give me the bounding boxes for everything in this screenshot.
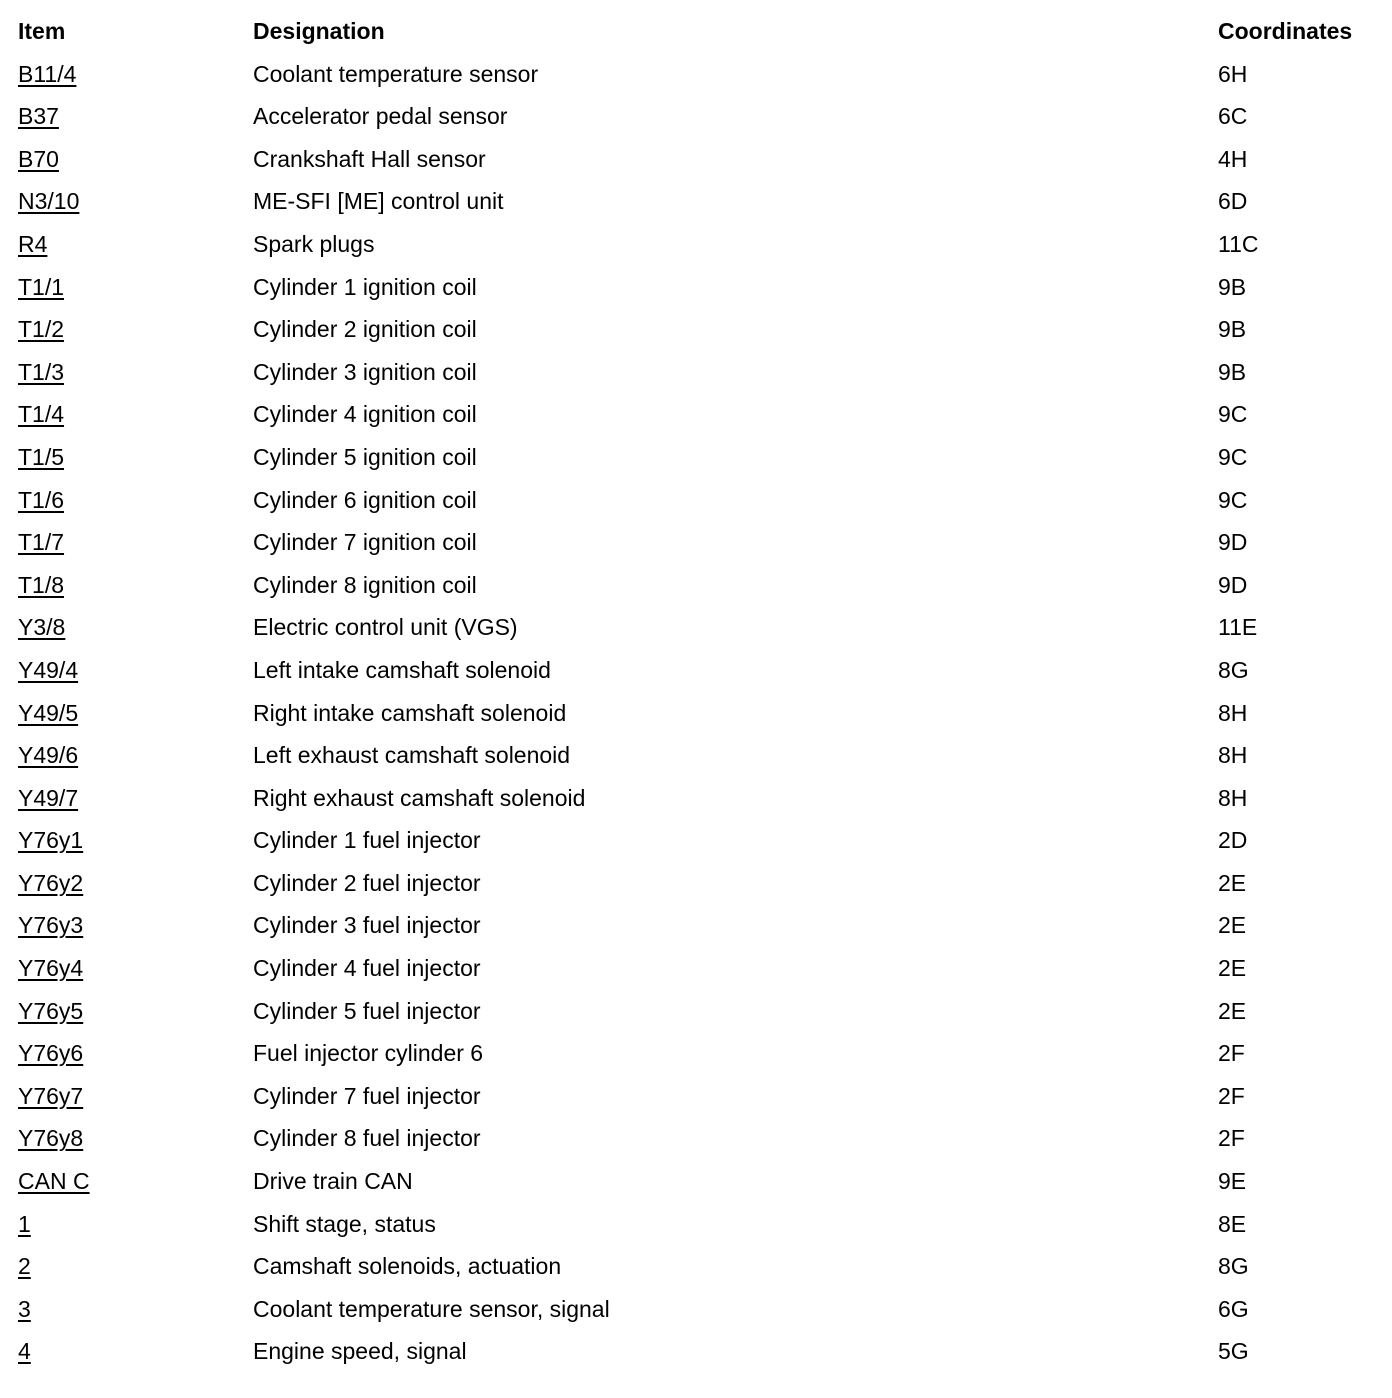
designation-text: Electric control unit (VGS): [253, 614, 518, 641]
coordinates-text: 2E: [1218, 997, 1247, 1024]
designation-text: Cylinder 5 ignition coil: [253, 443, 477, 470]
item-link[interactable]: Y76y8: [18, 1125, 84, 1152]
coordinates-text: 8H: [1218, 699, 1248, 726]
table-row: [18, 1245, 1378, 1288]
table-row: [18, 734, 1378, 777]
coordinates-text: 8H: [1218, 742, 1248, 769]
item-link[interactable]: T1/7: [18, 529, 65, 556]
table-row: [18, 308, 1378, 351]
designation-text: Cylinder 7 ignition coil: [253, 529, 477, 556]
designation-text: Cylinder 1 fuel injector: [253, 827, 481, 854]
designation-text: Coolant temperature sensor, signal: [253, 1295, 610, 1322]
item-link[interactable]: Y76y1: [18, 827, 84, 854]
designation-text: Right intake camshaft solenoid: [253, 699, 567, 726]
item-link[interactable]: T1/2: [18, 316, 65, 343]
table-row: [18, 1117, 1378, 1160]
table-header: [18, 10, 1378, 53]
coordinates-text: 9D: [1218, 571, 1248, 598]
table-row: [18, 266, 1378, 309]
item-link[interactable]: Y76y4: [18, 955, 84, 982]
item-link[interactable]: 4: [18, 1338, 31, 1365]
designation-text: Cylinder 4 fuel injector: [253, 955, 481, 982]
item-link[interactable]: Y76y3: [18, 912, 84, 939]
designation-text: Spark plugs: [253, 230, 375, 257]
coordinates-text: 8E: [1218, 1210, 1247, 1237]
table-row: [18, 990, 1378, 1033]
designation-text: Cylinder 2 fuel injector: [253, 869, 481, 896]
table-row: [18, 862, 1378, 905]
table-row: [18, 223, 1378, 266]
table-row: [18, 180, 1378, 223]
coordinates-text: 2E: [1218, 955, 1247, 982]
item-link[interactable]: Y3/8: [18, 614, 66, 641]
coordinates-text: 11C: [1218, 230, 1259, 257]
coordinates-text: 2E: [1218, 869, 1247, 896]
designation-text: Camshaft solenoids, actuation: [253, 1253, 562, 1280]
coordinates-text: 6G: [1218, 1295, 1249, 1322]
item-link[interactable]: T1/5: [18, 443, 65, 470]
item-link[interactable]: 3: [18, 1295, 31, 1322]
item-link[interactable]: Y49/6: [18, 742, 79, 769]
coordinates-text: 2F: [1218, 1082, 1245, 1109]
coordinates-text: 2F: [1218, 1125, 1245, 1152]
table-row: [18, 1160, 1378, 1203]
designation-text: Cylinder 7 fuel injector: [253, 1082, 481, 1109]
coordinates-text: 9B: [1218, 273, 1247, 300]
item-link[interactable]: T1/3: [18, 358, 65, 385]
item-link[interactable]: Y49/5: [18, 699, 79, 726]
coordinates-text: 8G: [1218, 656, 1249, 683]
designation-text: Cylinder 2 ignition coil: [253, 316, 477, 343]
coordinates-text: 9B: [1218, 358, 1247, 385]
table-row: [18, 393, 1378, 436]
header-designation: Designation: [253, 18, 385, 44]
table-row: [18, 564, 1378, 607]
coordinates-text: 8G: [1218, 1253, 1249, 1280]
coordinates-text: 2D: [1218, 827, 1248, 854]
designation-text: Cylinder 4 ignition coil: [253, 401, 477, 428]
designation-text: Cylinder 1 ignition coil: [253, 273, 477, 300]
coordinates-text: 9D: [1218, 529, 1248, 556]
coordinates-text: 9C: [1218, 401, 1248, 428]
item-link[interactable]: R4: [18, 230, 48, 257]
item-link[interactable]: 2: [18, 1253, 31, 1280]
coordinates-text: 6C: [1218, 103, 1248, 130]
table-row: [18, 1330, 1378, 1373]
item-link[interactable]: Y76y6: [18, 1040, 84, 1067]
table-row: [18, 1032, 1378, 1075]
legend-table: [18, 10, 1378, 1373]
table-body: [18, 53, 1378, 1373]
table-row: [18, 649, 1378, 692]
designation-text: Left exhaust camshaft solenoid: [253, 742, 571, 769]
coordinates-text: 9E: [1218, 1168, 1247, 1195]
item-link[interactable]: T1/6: [18, 486, 65, 513]
coordinates-text: 4H: [1218, 145, 1248, 172]
coordinates-text: 6D: [1218, 188, 1248, 215]
table-row: [18, 692, 1378, 735]
designation-text: Cylinder 6 ignition coil: [253, 486, 477, 513]
header-item: Item: [18, 18, 66, 44]
designation-text: Shift stage, status: [253, 1210, 436, 1237]
designation-text: Drive train CAN: [253, 1168, 413, 1195]
designation-text: Coolant temperature sensor: [253, 60, 539, 87]
designation-text: Cylinder 5 fuel injector: [253, 997, 481, 1024]
coordinates-text: 5G: [1218, 1338, 1249, 1365]
coordinates-text: 2F: [1218, 1040, 1245, 1067]
table-row: [18, 1288, 1378, 1331]
item-link[interactable]: Y76y2: [18, 869, 84, 896]
designation-text: Engine speed, signal: [253, 1338, 467, 1365]
designation-text: Fuel injector cylinder 6: [253, 1040, 484, 1067]
designation-text: Cylinder 3 ignition coil: [253, 358, 477, 385]
item-link[interactable]: N3/10: [18, 188, 80, 215]
item-link[interactable]: Y49/4: [18, 656, 79, 683]
coordinates-text: 2E: [1218, 912, 1247, 939]
designation-text: Right exhaust camshaft solenoid: [253, 784, 586, 811]
item-link[interactable]: B37: [18, 103, 59, 130]
item-link[interactable]: T1/4: [18, 401, 65, 428]
item-link[interactable]: Y49/7: [18, 784, 79, 811]
item-link[interactable]: CAN C: [18, 1168, 90, 1195]
table-row: [18, 606, 1378, 649]
item-link[interactable]: 1: [18, 1210, 31, 1237]
table-row: [18, 95, 1378, 138]
header-coordinates: Coordinates: [1218, 18, 1353, 44]
table-row: [18, 1203, 1378, 1246]
table-row: [18, 53, 1378, 96]
table-row: [18, 521, 1378, 564]
table-row: [18, 904, 1378, 947]
table-row: [18, 819, 1378, 862]
item-link[interactable]: B11/4: [18, 60, 77, 87]
table-row: [18, 138, 1378, 181]
coordinates-text: 9C: [1218, 443, 1248, 470]
designation-text: Left intake camshaft solenoid: [253, 656, 551, 683]
table-row: [18, 947, 1378, 990]
designation-text: Cylinder 8 fuel injector: [253, 1125, 481, 1152]
designation-text: Cylinder 3 fuel injector: [253, 912, 481, 939]
coordinates-text: 11E: [1218, 614, 1258, 641]
item-link[interactable]: Y76y7: [18, 1082, 84, 1109]
item-link[interactable]: T1/1: [18, 273, 65, 300]
table-row: [18, 1075, 1378, 1118]
coordinates-text: 6H: [1218, 60, 1248, 87]
designation-text: ME-SFI [ME] control unit: [253, 188, 504, 215]
table-row: [18, 479, 1378, 522]
item-link[interactable]: B70: [18, 145, 59, 172]
item-link[interactable]: Y76y5: [18, 997, 84, 1024]
designation-text: Cylinder 8 ignition coil: [253, 571, 477, 598]
coordinates-text: 8H: [1218, 784, 1248, 811]
designation-text: Accelerator pedal sensor: [253, 103, 508, 130]
item-link[interactable]: T1/8: [18, 571, 65, 598]
designation-text: Crankshaft Hall sensor: [253, 145, 486, 172]
coordinates-text: 9B: [1218, 316, 1247, 343]
coordinates-text: 9C: [1218, 486, 1248, 513]
table-row: [18, 351, 1378, 394]
table-row: [18, 777, 1378, 820]
table-row: [18, 436, 1378, 479]
